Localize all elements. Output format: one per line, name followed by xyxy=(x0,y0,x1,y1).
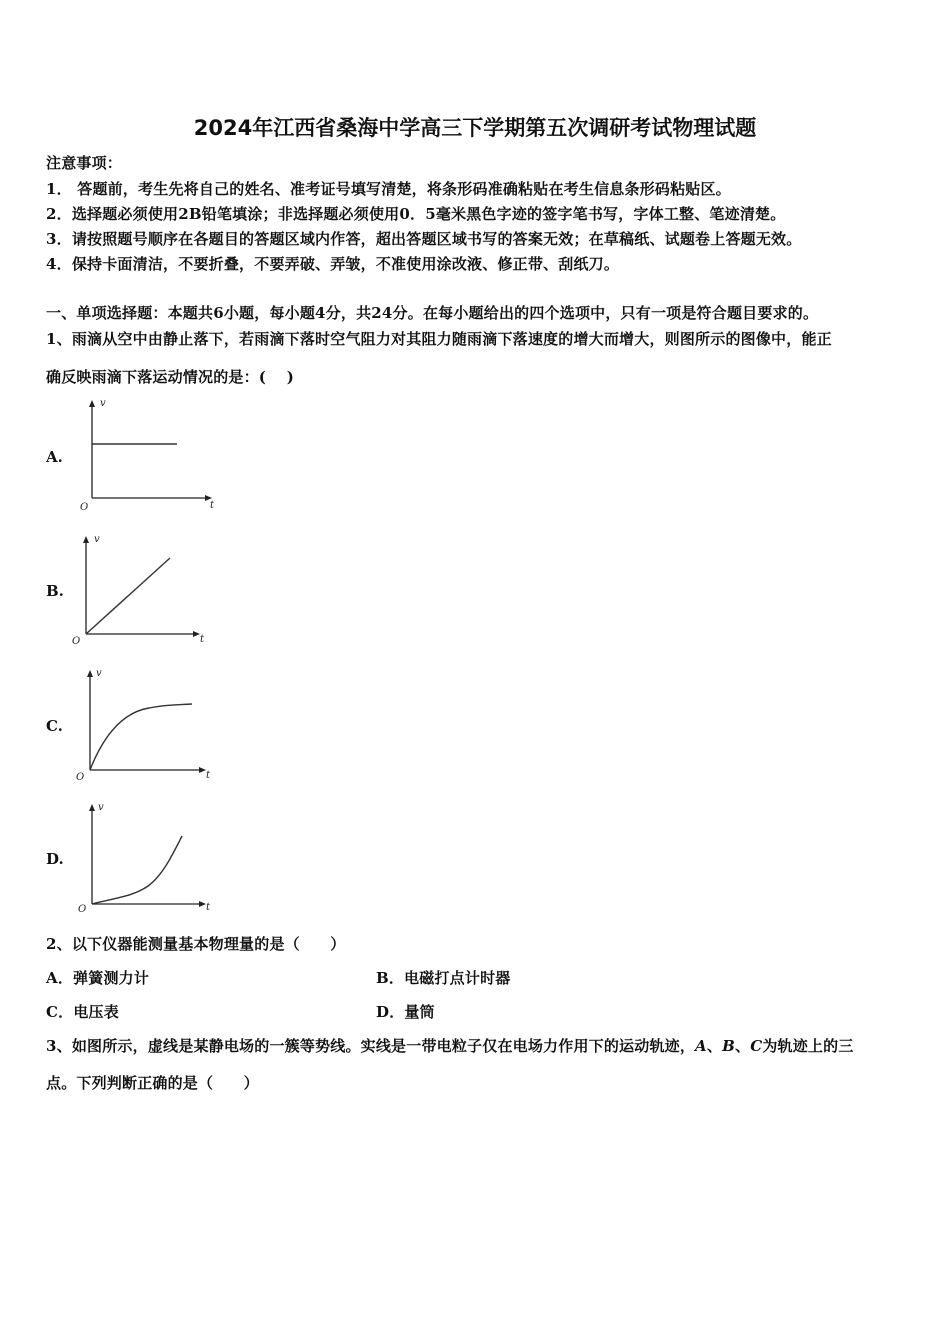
q3-stem-line2: 点。下列判断正确的是（ ） xyxy=(46,1074,259,1092)
q1-stem-line1: 1、雨滴从空中由静止落下，若雨滴下落时空气阻力对其阻力随雨滴下落速度的增大而增大，则图所示的图像中，能正 xyxy=(46,330,832,348)
origin-label: O xyxy=(78,904,87,915)
q1-option-a-letter: A. xyxy=(46,448,63,466)
q3-stem-text: 3、如图所示，虚线是某静电场的一簇等势线。实线是一带电粒子仅在电场力作用下的运动轨迹， xyxy=(46,1037,696,1055)
separator-1: 、 xyxy=(706,1037,723,1055)
q1-option-d-graph xyxy=(76,798,226,918)
y-axis-label: v xyxy=(96,668,102,679)
q1-option-c-letter: C. xyxy=(46,717,63,735)
section-heading: 一、单项选择题：本题共6小题，每小题4分，共24分。在每小题给出的四个选项中，只有一项是符合题目要求的。 xyxy=(46,304,819,322)
q1-option-d-letter: D. xyxy=(46,850,64,868)
q2-option-b: B．电磁打点计时器 xyxy=(376,969,511,987)
notice-item-3: 3．请按照题号顺序在各题目的答题区域内作答，超出答题区域书写的答案无效；在草稿纸、试题卷上答题无效。 xyxy=(46,230,802,248)
notice-item-4: 4．保持卡面清洁，不要折叠，不要弄破、弄皱，不准使用涂改液、修正带、刮纸刀。 xyxy=(46,255,620,273)
y-axis-label: v xyxy=(98,802,104,813)
x-axis-arrow xyxy=(193,631,200,637)
origin-label: O xyxy=(76,772,85,783)
q1-option-b-graph xyxy=(70,532,220,652)
q2-option-c: C．电压表 xyxy=(46,1003,119,1021)
q2-stem: 2、以下仪器能测量基本物理量的是（ ） xyxy=(46,935,346,953)
point-b: B xyxy=(722,1037,735,1055)
q2-option-d: D．量筒 xyxy=(376,1003,435,1021)
page-title: 2024年江西省桑海中学高三下学期第五次调研考试物理试题 xyxy=(193,116,757,140)
accelerating-velocity-curve xyxy=(92,836,182,904)
q1-option-b-letter: B. xyxy=(46,582,64,600)
x-axis-arrow xyxy=(199,901,206,907)
q2-option-a: A．弹簧测力计 xyxy=(46,969,150,987)
notice-heading: 注意事项： xyxy=(46,154,123,172)
saturating-velocity-curve xyxy=(90,704,192,770)
y-axis-arrow xyxy=(83,536,89,543)
y-axis-arrow xyxy=(89,400,95,407)
y-axis-arrow xyxy=(87,670,93,677)
point-a: A xyxy=(695,1037,707,1055)
origin-label: O xyxy=(80,502,89,513)
q1-option-a-graph xyxy=(76,396,226,516)
separator-2: 、 xyxy=(734,1037,751,1055)
x-axis-label: t xyxy=(206,902,211,913)
q3-stem-line1 xyxy=(46,1035,854,1056)
y-axis-label: v xyxy=(100,398,106,409)
x-axis-label: t xyxy=(200,634,205,645)
origin-label: O xyxy=(72,636,81,647)
y-axis-arrow xyxy=(89,804,95,811)
q1-stem-line2: 确反映雨滴下落运动情况的是：( ) xyxy=(46,368,295,386)
x-axis-label: t xyxy=(210,500,215,511)
x-axis-arrow xyxy=(199,767,206,773)
linear-velocity-line xyxy=(86,558,170,634)
y-axis-label: v xyxy=(94,534,100,545)
q1-option-c-graph xyxy=(74,664,224,784)
x-axis-label: t xyxy=(206,770,211,781)
notice-item-1: 1． 答题前，考生先将自己的姓名、准考证号填写清楚，将条形码准确粘贴在考生信息条形码粘贴区。 xyxy=(46,180,731,198)
point-c: C xyxy=(750,1037,763,1055)
q3-stem-tail: 为轨迹上的三 xyxy=(762,1037,854,1055)
notice-item-2: 2．选择题必须使用2B铅笔填涂；非选择题必须使用0．5毫米黑色字迹的签字笔书写，字体工整、笔迹清楚。 xyxy=(46,205,786,223)
